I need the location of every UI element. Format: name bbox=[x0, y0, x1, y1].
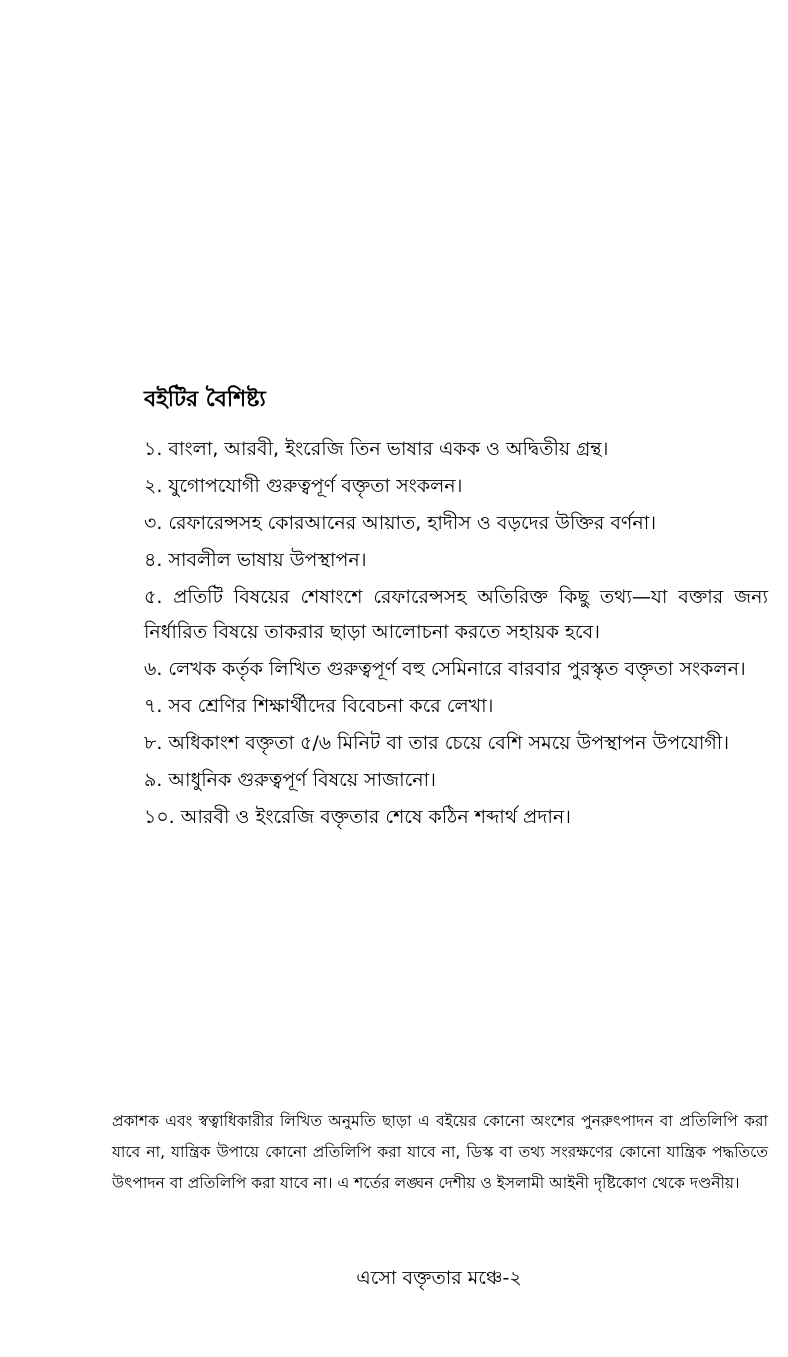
copyright-notice: প্রকাশক এবং স্বত্বাধিকারীর লিখিত অনুমতি ছাড়া এ বইয়ের কোনো অংশের পুনরুৎপাদন বা প্রতিলিপি করা যাবে না, যান্ত্রিক উপায়ে কোনো প্রতিলিপি করা যাবে না, ডিস্ক বা তথ্য সংরক্ষণের কোনো যান্ত্রিক পদ্ধতিতে উৎপাদন বা প্রতিলিপি করা যাবে না। এ শর্তের লঙ্ঘন দেশীয় ও ইসলামী আইনী দৃষ্টিকোণ থেকে দণ্ডনীয়। bbox=[112, 1112, 768, 1192]
feature-item-8: ৮. অধিকাংশ বক্তৃতা ৫/৬ মিনিট বা তার চেয়ে বেশি সময়ে উপস্থাপন উপযোগী। bbox=[144, 732, 730, 754]
feature-item-4: ৪. সাবলীল ভাষায় উপস্থাপন। bbox=[144, 549, 367, 571]
feature-list bbox=[144, 432, 768, 835]
feature-item-10: ১০. আরবী ও ইংরেজি বক্তৃতার শেষে কঠিন শব্দার্থ প্রদান। bbox=[144, 806, 571, 828]
feature-item-3: ৩. রেফারেন্সসহ কোরআনের আয়াত, হাদীস ও বড়দের উক্তির বর্ণনা। bbox=[144, 512, 657, 534]
page-footer bbox=[0, 1262, 788, 1294]
feature-item-2: ২. যুগোপযোগী গুরুত্বপূর্ণ বক্তৃতা সংকলন। bbox=[144, 475, 463, 497]
features-section bbox=[144, 382, 768, 837]
feature-item-5: ৫. প্রতিটি বিষয়ের শেষাংশে রেফারেন্সসহ অতিরিক্ত কিছু তথ্য—যা বক্তার জন্য নির্ধারিত বিষয়ে তাকরার ছাড়া আলোচনা করতে সহায়ক হবে। bbox=[144, 586, 768, 643]
running-footer-title: এসো বক্তৃতার মঞ্চে-২ bbox=[356, 1267, 522, 1289]
feature-item-6: ৬. লেখক কর্তৃক লিখিত গুরুত্বপূর্ণ বহু সেমিনারে বারবার পুরস্কৃত বক্তৃতা সংকলন। bbox=[144, 658, 746, 680]
feature-item-1: ১. বাংলা, আরবী, ইংরেজি তিন ভাষার একক ও অদ্বিতীয় গ্রন্থ। bbox=[144, 438, 609, 460]
features-title: বইটির বৈশিষ্ট্য bbox=[144, 387, 266, 412]
feature-item-7: ৭. সব শ্রেণির শিক্ষার্থীদের বিবেচনা করে লেখা। bbox=[144, 695, 494, 717]
feature-item-9: ৯. আধুনিক গুরুত্বপূর্ণ বিষয়ে সাজানো। bbox=[144, 769, 436, 791]
